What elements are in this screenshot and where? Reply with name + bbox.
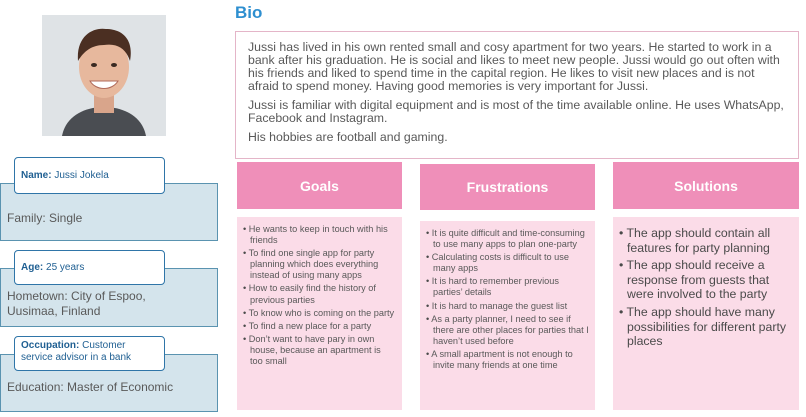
frustrations-body (420, 221, 595, 410)
bullet-icon: • (619, 258, 624, 273)
list-item: • To know who is coming on the party (243, 307, 395, 318)
education-value: Education: Master of Economic (7, 380, 174, 394)
list-item: • He wants to keep in touch with his friends (243, 224, 388, 246)
list-item: • It is hard to manage the guest list (426, 300, 568, 311)
list-item: • To find one single app for party planning which does everything instead of using many apps (243, 248, 379, 281)
hometown-line-1: Hometown: City of Espoo, (7, 289, 146, 303)
solutions-list (619, 226, 793, 349)
list-item: • Don’t want to have pary in own house, because an apartment is too small (243, 333, 381, 367)
occupation-value-line-1: Customer (82, 340, 126, 351)
list-item: • It is quite difficult and time-consuming to use many apps to plan one-party (426, 228, 585, 250)
bullet-icon: • (426, 300, 430, 311)
list-item: • As a party planner, I need to see if there are other places for parties that I haven’t used before (426, 313, 589, 346)
age-value: 25 years (46, 261, 85, 273)
bullet-icon: • (426, 252, 430, 263)
bullet-icon: • (426, 276, 430, 287)
family-value: Family: Single (7, 211, 83, 225)
solutions-body (613, 217, 799, 410)
bullet-icon: • (619, 304, 624, 319)
hometown-line-2: Uusimaa, Finland (7, 304, 101, 318)
list-item: • How to easily find the history of previous parties (243, 283, 376, 305)
hometown-value (7, 289, 146, 319)
name-label: Name: (21, 169, 52, 181)
goals-header: Goals (237, 162, 402, 209)
bio-paragraph: Jussi is familiar with digital equipment and is most of the time available online. He uses WhatsApp, Facebook and Instagram. (248, 98, 784, 125)
bullet-icon: • (243, 248, 247, 259)
bullet-icon: • (243, 283, 247, 294)
frustrations-list (426, 228, 589, 371)
persona-photo (42, 15, 166, 136)
list-item: • The app should receive a response from guests that were involved to the party (619, 258, 770, 302)
bullet-icon: • (243, 320, 247, 331)
bio-box (235, 31, 799, 159)
occupation-value-line-2: service advisor in a bank (21, 352, 132, 363)
bullet-icon: • (426, 348, 430, 359)
occupation-tag (14, 336, 165, 371)
occupation-label: Occupation: (21, 340, 80, 351)
list-item: • Calculating costs is difficult to use many apps (426, 252, 569, 274)
bio-title: Bio (235, 3, 263, 22)
goals-body (237, 217, 402, 410)
persona-photo-illustration (42, 15, 166, 136)
bullet-icon: • (619, 226, 624, 240)
goals-list (243, 224, 396, 367)
age-tag (14, 250, 165, 285)
list-item: • A small apartment is not enough to invite many friends at one time (426, 348, 573, 371)
age-label: Age: (21, 261, 44, 273)
bullet-icon: • (426, 228, 430, 238)
bio-paragraph: Jussi has lived in his own rented small and cosy apartment for two years. He started to work in a bank after his graduation. He is social and likes to meet new people. Jussi would go out often with his friends and liked to spend time in the capital region. He likes to visit new places and is not afraid to spend money. Having good memories is very important for Jussi. (248, 40, 780, 93)
list-item: • The app should have many possibilities for different party places (619, 304, 787, 349)
bullet-icon: • (243, 307, 247, 318)
bullet-icon: • (243, 333, 247, 344)
frustrations-header: Frustrations (420, 164, 595, 210)
name-value: Jussi Jokela (54, 169, 109, 181)
list-item: • It is hard to remember previous parties’ details (426, 276, 559, 298)
solutions-header: Solutions (613, 162, 799, 209)
bio-paragraph: His hobbies are football and gaming. (248, 130, 448, 144)
bullet-icon: • (426, 313, 430, 324)
list-item: • To find a new place for a party (243, 320, 372, 331)
name-tag (14, 157, 165, 194)
list-item: • The app should contain all features for party planning (619, 226, 771, 255)
bullet-icon: • (243, 224, 247, 234)
